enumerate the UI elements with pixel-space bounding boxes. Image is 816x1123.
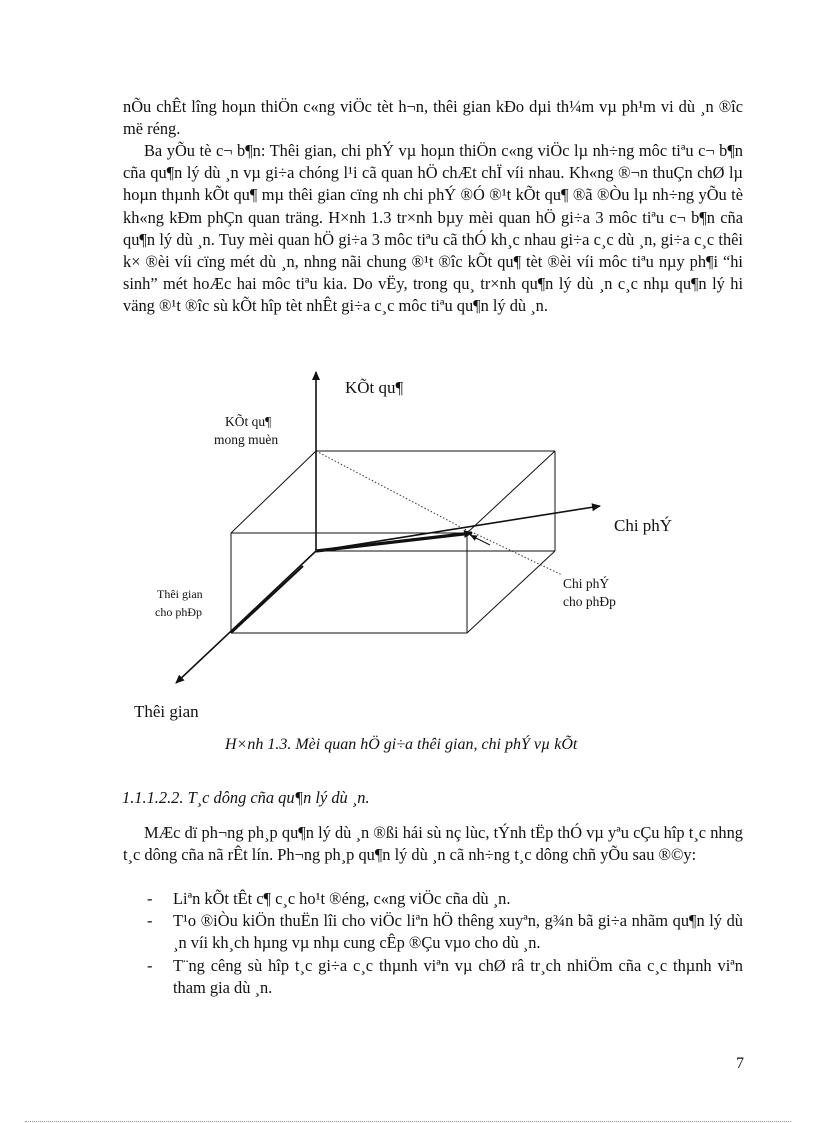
page-number: 7: [736, 1055, 744, 1072]
label-desired-result-2: mong muèn: [214, 432, 279, 447]
footer-divider: [25, 1121, 791, 1122]
list-item: [147, 910, 743, 954]
list-item: [147, 955, 743, 999]
label-allowed-cost-2: cho phÐp: [563, 594, 616, 609]
label-allowed-cost-1: Chi phÝ: [563, 576, 610, 591]
result-vector: [316, 533, 472, 551]
paragraph-1: nÕu chÊt lîng hoµn thiÖn c«ng viÖc tèt h¬n, thêi gian kÐo dµi th¼m vµ ph¹m vi dù ¸n ®îc më réng.: [123, 97, 743, 139]
figure-caption: H×nh 1.3. Mèi quan hÖ gi÷a thêi gian, chi phÝ vµ kÕt: [225, 736, 578, 753]
bullet-dash: -: [147, 911, 153, 931]
cost-pointer-arrow: [470, 535, 490, 545]
list-item-text: T¨ng cêng sù hîp t¸c gi÷a c¸c thµnh viªn vµ chØ râ tr¸ch nhiÖm cña c¸c thµnh viªn tham gia dù ¸n.: [173, 955, 743, 997]
list-item: [147, 888, 743, 910]
bullet-list: [147, 888, 743, 999]
label-cost: Chi phÝ: [614, 516, 673, 535]
section-heading: 1.1.1.2.2. T¸c dông cña qu¶n lý dù ¸n.: [122, 788, 370, 807]
label-allowed-time-1: Thêi gian: [157, 587, 203, 601]
bullet-dash: -: [147, 955, 153, 975]
paragraph-2: Ba yÕu tè c¬ b¶n: Thêi gian, chi phÝ vµ hoµn thiÖn c«ng viÖc lµ nh÷ng môc tiªu c¬ b¶n cña qu¶n lý dù ¸n vµ gi÷a chóng l¹i cã quan hÖ chÆt chÏ víi nhau. Kh«ng ®¬n thuÇn chØ lµ hoµn thµnh kÕt qu¶ mµ thêi gian cïng nh chi phÝ ®Ó ®¹t kÕt qu¶ ®ã ®Òu lµ nh÷ng yÕu tè kh«ng kÐm phÇn quan träng. H×nh 1.3 tr×nh bµy mèi quan hÖ gi÷a 3 môc tiªu c¬ b¶n cña qu¶n lý dù ¸n. Tuy mèi quan hÖ gi÷a 3 môc tiªu cã thÓ kh¸c nhau gi÷a c¸c dù ¸n, gi÷a c¸c thêi k× ®èi víi cïng mét dù ¸n, nhng nãi chung ®¹t ®îc kÕt qu¶ tèt ®èi víi môc tiªu nµy ph¶i “hi sinh” mét hoÆc hai môc tiªu kia. Do vËy, trong qu¸ tr×nh qu¶n lý dù ¸n c¸c nhµ qu¶n lý hi väng ®¹t ®îc sù kÕt hîp tèt nhÊt gi÷a c¸c môc tiªu qu¶n lý dù ¸n.: [123, 141, 743, 316]
label-result: KÕt qu¶: [345, 378, 404, 397]
bullet-dash: -: [147, 889, 153, 908]
paragraph-3: MÆc dï ph¬ng ph¸p qu¶n lý dù ¸n ®ßi hái sù nç lùc, tÝnh tËp thÓ vµ yªu cÇu hîp t¸c nhng t¸c dông cña nã rÊt lín. Ph¬ng ph¸p qu¶n lý dù ¸n cã nh÷ng t¸c dông chñ yÕu sau ®©y:: [123, 823, 743, 865]
label-time: Thêi gian: [134, 702, 199, 721]
dotted-projections: [316, 451, 562, 575]
projection-line: [231, 566, 303, 633]
axis-cost: [316, 506, 600, 551]
list-item-text: Liªn kÕt tÊt c¶ c¸c ho¹t ®éng, c«ng viÖc cña dù ¸n.: [173, 889, 511, 908]
label-desired-result-1: KÕt qu¶: [225, 414, 272, 429]
list-item-text: T¹o ®iÒu kiÖn thuËn lîi cho viÖc liªn hÖ thêng xuyªn, g¾n bã gi÷a nhãm qu¶n lý dù ¸n víi kh¸ch hµng vµ nhµ cung cÊp ®Çu vµo cho dù ¸n.: [173, 911, 743, 953]
label-allowed-time-2: cho phÐp: [155, 605, 202, 619]
